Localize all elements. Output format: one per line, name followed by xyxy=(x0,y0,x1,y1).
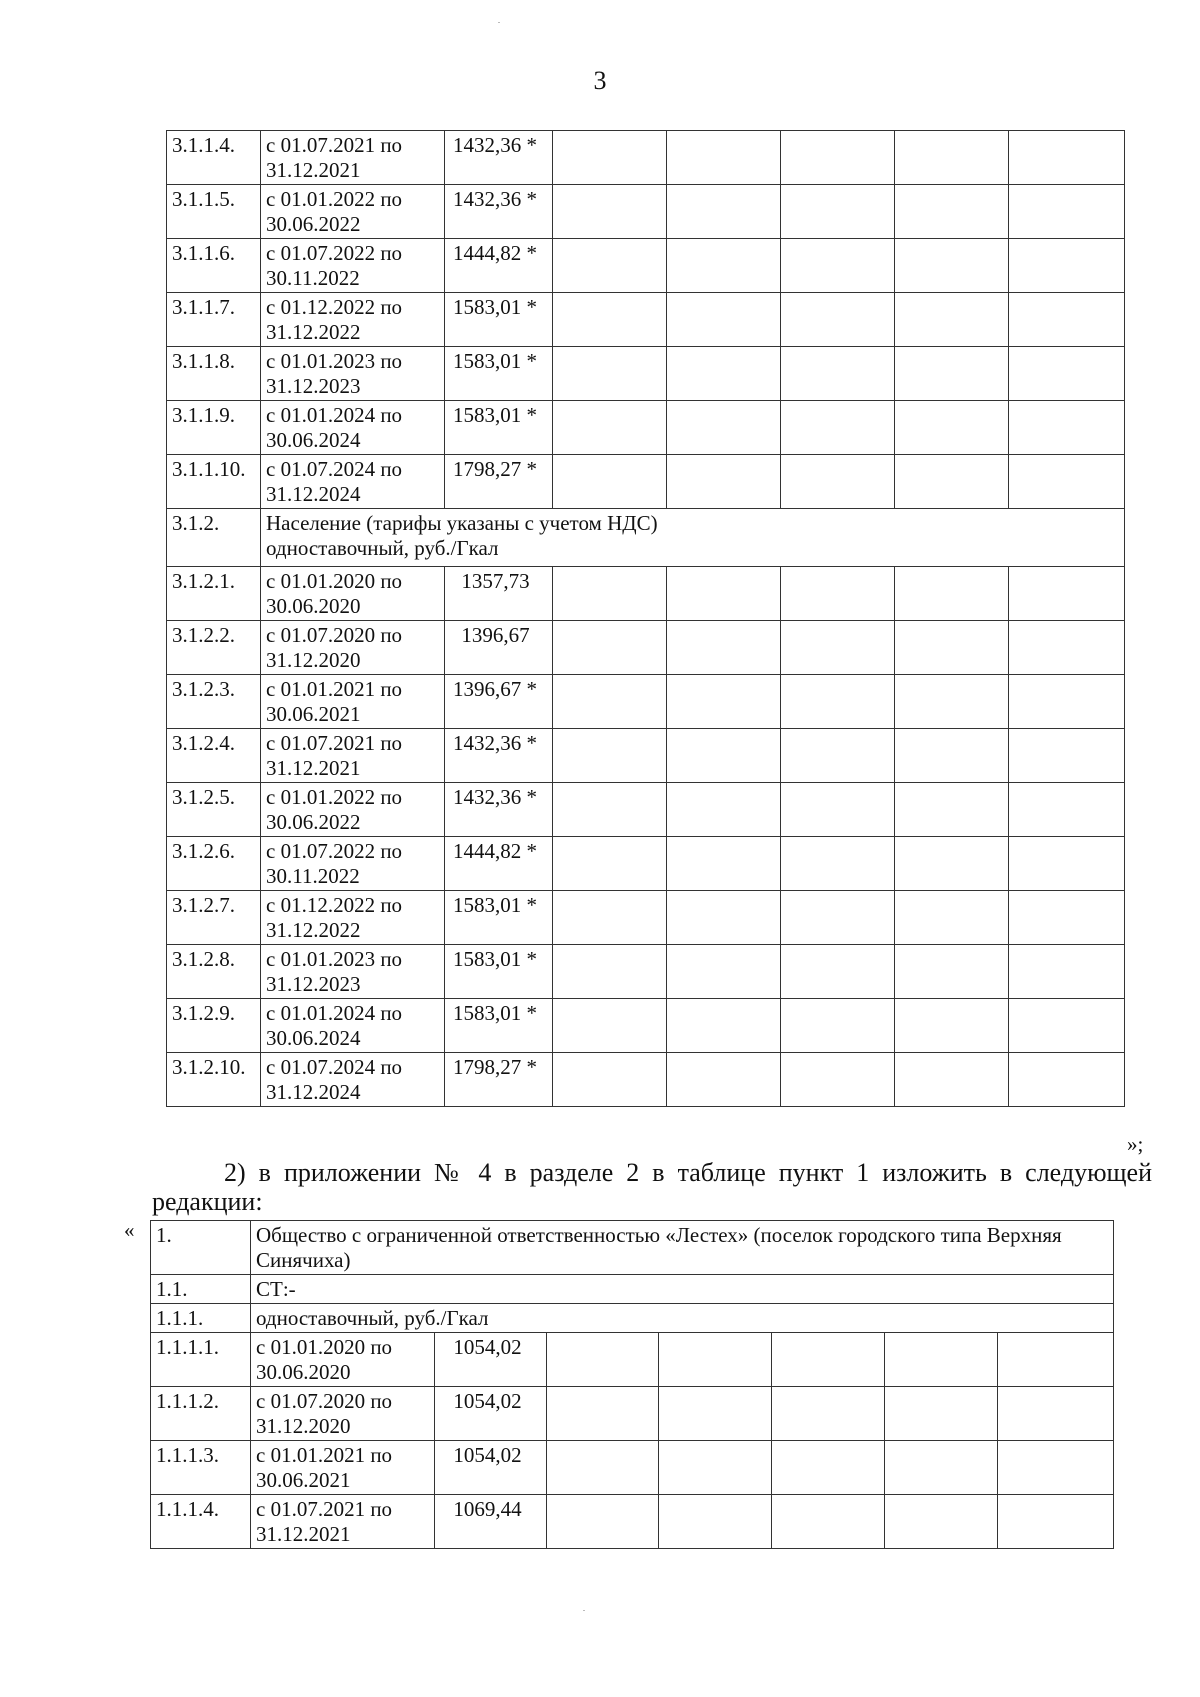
empty-cell xyxy=(667,783,781,837)
period-start: с 01.01.2022 по xyxy=(266,187,403,211)
tariff-value: 1583,01 * xyxy=(445,293,553,347)
empty-cell xyxy=(667,945,781,999)
period-start: с 01.07.2021 по xyxy=(266,731,403,755)
period-start: с 01.07.2024 по xyxy=(266,457,403,481)
empty-cell xyxy=(553,293,667,347)
table-row xyxy=(151,1333,1114,1387)
empty-cell xyxy=(895,945,1009,999)
empty-cell xyxy=(781,729,895,783)
period-cell xyxy=(261,837,445,891)
empty-cell xyxy=(553,999,667,1053)
period-start: с 01.07.2020 по xyxy=(256,1389,393,1413)
table-row xyxy=(167,783,1125,837)
group-row xyxy=(151,1275,1114,1304)
empty-cell xyxy=(895,675,1009,729)
empty-cell xyxy=(667,675,781,729)
empty-cell xyxy=(1009,837,1125,891)
empty-cell xyxy=(1009,131,1125,185)
empty-cell xyxy=(553,1053,667,1107)
empty-cell xyxy=(1009,401,1125,455)
empty-cell xyxy=(781,567,895,621)
tariff-table-continued xyxy=(166,130,1125,1107)
empty-cell xyxy=(553,891,667,945)
table-row xyxy=(167,837,1125,891)
empty-cell xyxy=(1009,999,1125,1053)
empty-cell xyxy=(667,131,781,185)
row-number: 1.1.1.1. xyxy=(151,1333,251,1387)
period-cell xyxy=(261,239,445,293)
empty-cell xyxy=(667,567,781,621)
empty-cell xyxy=(667,729,781,783)
period-end: 30.06.2020 xyxy=(266,594,361,618)
empty-cell xyxy=(547,1387,659,1441)
empty-cell xyxy=(885,1333,998,1387)
empty-cell xyxy=(895,239,1009,293)
period-cell xyxy=(261,675,445,729)
description-line: одноставочный, руб./Гкал xyxy=(256,1306,489,1330)
period-start: с 01.01.2023 по xyxy=(266,947,403,971)
table-row xyxy=(167,293,1125,347)
empty-cell xyxy=(772,1387,885,1441)
scan-speck xyxy=(498,22,500,23)
period-start: с 01.07.2020 по xyxy=(266,623,403,647)
group-row xyxy=(167,509,1125,567)
empty-cell xyxy=(895,999,1009,1053)
empty-cell xyxy=(1009,185,1125,239)
row-number: 3.1.1.9. xyxy=(167,401,261,455)
description-line: СТ:- xyxy=(256,1277,296,1301)
row-number: 3.1.1.4. xyxy=(167,131,261,185)
empty-cell xyxy=(667,185,781,239)
table-row xyxy=(167,347,1125,401)
tariff-value: 1432,36 * xyxy=(445,185,553,239)
empty-cell xyxy=(553,455,667,509)
period-end: 31.12.2021 xyxy=(266,158,361,182)
period-cell xyxy=(261,185,445,239)
period-start: с 01.01.2020 по xyxy=(256,1335,393,1359)
period-end: 31.12.2021 xyxy=(266,756,361,780)
empty-cell xyxy=(772,1495,885,1549)
amendment-line-1: 2) в приложении № 4 в разделе 2 в таблице пункт 1 изложить в следующей xyxy=(224,1158,1152,1187)
amendment-line-2: редакции: xyxy=(152,1187,263,1216)
empty-cell xyxy=(553,401,667,455)
row-number: 1.1.1.3. xyxy=(151,1441,251,1495)
tariff-value: 1583,01 * xyxy=(445,999,553,1053)
table-row xyxy=(167,891,1125,945)
empty-cell xyxy=(781,347,895,401)
empty-cell xyxy=(895,401,1009,455)
empty-cell xyxy=(895,729,1009,783)
empty-cell xyxy=(547,1495,659,1549)
row-number: 3.1.1.7. xyxy=(167,293,261,347)
empty-cell xyxy=(553,239,667,293)
tariff-value: 1054,02 xyxy=(435,1387,547,1441)
empty-cell xyxy=(895,185,1009,239)
empty-cell xyxy=(667,455,781,509)
empty-cell xyxy=(667,239,781,293)
period-cell xyxy=(261,1053,445,1107)
table-row xyxy=(167,185,1125,239)
period-start: с 01.01.2021 по xyxy=(266,677,403,701)
period-end: 31.12.2020 xyxy=(256,1414,351,1438)
tariff-value: 1432,36 * xyxy=(445,783,553,837)
row-number: 3.1.1.8. xyxy=(167,347,261,401)
period-end: 31.12.2020 xyxy=(266,648,361,672)
row-number: 3.1.2.6. xyxy=(167,837,261,891)
tariff-value: 1444,82 * xyxy=(445,239,553,293)
row-number: 1.1.1. xyxy=(151,1304,251,1333)
scan-speck xyxy=(583,1610,585,1611)
empty-cell xyxy=(553,675,667,729)
empty-cell xyxy=(781,455,895,509)
table-row xyxy=(167,1053,1125,1107)
empty-cell xyxy=(895,131,1009,185)
row-number: 3.1.2.1. xyxy=(167,567,261,621)
row-number: 3.1.2.9. xyxy=(167,999,261,1053)
table-row xyxy=(151,1441,1114,1495)
empty-cell xyxy=(659,1441,772,1495)
empty-cell xyxy=(772,1441,885,1495)
period-cell xyxy=(261,945,445,999)
tariff-value: 1432,36 * xyxy=(445,729,553,783)
period-cell xyxy=(261,455,445,509)
tariff-value: 1069,44 xyxy=(435,1495,547,1549)
empty-cell xyxy=(667,837,781,891)
empty-cell xyxy=(781,185,895,239)
empty-cell xyxy=(895,837,1009,891)
row-description xyxy=(261,509,1125,567)
description-line: Общество с ограниченной ответственностью «Лестех» (поселок городского типа Верхняя Синячиха) xyxy=(256,1223,1062,1272)
empty-cell xyxy=(1009,783,1125,837)
period-end: 30.06.2021 xyxy=(266,702,361,726)
table-row xyxy=(167,455,1125,509)
empty-cell xyxy=(781,1053,895,1107)
empty-cell xyxy=(781,837,895,891)
empty-cell xyxy=(895,347,1009,401)
tariff-value: 1583,01 * xyxy=(445,347,553,401)
period-cell xyxy=(261,999,445,1053)
empty-cell xyxy=(667,891,781,945)
period-end: 31.12.2022 xyxy=(266,320,361,344)
row-number: 3.1.1.6. xyxy=(167,239,261,293)
empty-cell xyxy=(659,1495,772,1549)
empty-cell xyxy=(553,567,667,621)
empty-cell xyxy=(1009,675,1125,729)
empty-cell xyxy=(885,1387,998,1441)
period-cell xyxy=(261,729,445,783)
period-end: 31.12.2023 xyxy=(266,374,361,398)
table-row xyxy=(167,239,1125,293)
tariff-value: 1798,27 * xyxy=(445,455,553,509)
row-number: 3.1.1.5. xyxy=(167,185,261,239)
table-row xyxy=(151,1387,1114,1441)
page-number: 3 xyxy=(593,66,607,95)
empty-cell xyxy=(1009,945,1125,999)
empty-cell xyxy=(667,621,781,675)
empty-cell xyxy=(1009,239,1125,293)
tariff-value: 1583,01 * xyxy=(445,945,553,999)
empty-cell xyxy=(895,567,1009,621)
row-number: 1.1. xyxy=(151,1275,251,1304)
empty-cell xyxy=(781,293,895,347)
period-cell xyxy=(261,293,445,347)
empty-cell xyxy=(553,729,667,783)
empty-cell xyxy=(1009,621,1125,675)
period-start: с 01.12.2022 по xyxy=(266,893,403,917)
amendment-paragraph xyxy=(152,1158,1152,1216)
period-start: с 01.07.2021 по xyxy=(266,133,403,157)
row-number: 3.1.2.5. xyxy=(167,783,261,837)
period-end: 31.12.2022 xyxy=(266,918,361,942)
empty-cell xyxy=(781,621,895,675)
tariff-value: 1798,27 * xyxy=(445,1053,553,1107)
empty-cell xyxy=(895,455,1009,509)
period-end: 31.12.2021 xyxy=(256,1522,351,1546)
table-row xyxy=(167,401,1125,455)
row-number: 1.1.1.4. xyxy=(151,1495,251,1549)
period-start: с 01.12.2022 по xyxy=(266,295,403,319)
period-cell xyxy=(261,621,445,675)
empty-cell xyxy=(895,891,1009,945)
period-end: 30.06.2022 xyxy=(266,810,361,834)
empty-cell xyxy=(895,1053,1009,1107)
table-row xyxy=(167,621,1125,675)
tariff-value: 1432,36 * xyxy=(445,131,553,185)
period-end: 30.06.2020 xyxy=(256,1360,351,1384)
period-cell xyxy=(261,401,445,455)
period-start: с 01.07.2024 по xyxy=(266,1055,403,1079)
row-number: 3.1.1.10. xyxy=(167,455,261,509)
period-end: 30.06.2021 xyxy=(256,1468,351,1492)
empty-cell xyxy=(1009,567,1125,621)
period-cell xyxy=(251,1441,435,1495)
period-end: 30.06.2022 xyxy=(266,212,361,236)
table-row xyxy=(167,675,1125,729)
table-row xyxy=(151,1495,1114,1549)
empty-cell xyxy=(659,1387,772,1441)
tariff-value: 1396,67 * xyxy=(445,675,553,729)
empty-cell xyxy=(998,1387,1114,1441)
empty-cell xyxy=(781,401,895,455)
empty-cell xyxy=(553,837,667,891)
row-number: 3.1.2.7. xyxy=(167,891,261,945)
empty-cell xyxy=(1009,1053,1125,1107)
period-end: 30.11.2022 xyxy=(266,864,360,888)
empty-cell xyxy=(998,1441,1114,1495)
empty-cell xyxy=(553,185,667,239)
period-start: с 01.01.2024 по xyxy=(266,1001,403,1025)
empty-cell xyxy=(885,1441,998,1495)
group-row xyxy=(151,1304,1114,1333)
empty-cell xyxy=(1009,891,1125,945)
description-line: одноставочный, руб./Гкал xyxy=(266,536,499,560)
empty-cell xyxy=(781,239,895,293)
period-start: с 01.01.2022 по xyxy=(266,785,403,809)
empty-cell xyxy=(553,347,667,401)
description-line: Население (тарифы указаны с учетом НДС) xyxy=(266,511,658,535)
tariff-value: 1396,67 xyxy=(445,621,553,675)
empty-cell xyxy=(547,1333,659,1387)
tariff-value: 1054,02 xyxy=(435,1441,547,1495)
table-row xyxy=(167,999,1125,1053)
period-start: с 01.01.2023 по xyxy=(266,349,403,373)
tariff-value: 1444,82 * xyxy=(445,837,553,891)
period-cell xyxy=(261,347,445,401)
period-cell xyxy=(261,891,445,945)
period-start: с 01.07.2022 по xyxy=(266,241,403,265)
period-cell xyxy=(261,567,445,621)
group-row xyxy=(151,1221,1114,1275)
empty-cell xyxy=(1009,455,1125,509)
period-cell xyxy=(251,1333,435,1387)
row-number: 3.1.2.3. xyxy=(167,675,261,729)
period-cell xyxy=(251,1387,435,1441)
row-number: 3.1.2.10. xyxy=(167,1053,261,1107)
period-cell xyxy=(251,1495,435,1549)
tariff-value: 1583,01 * xyxy=(445,401,553,455)
empty-cell xyxy=(553,131,667,185)
period-cell xyxy=(261,783,445,837)
empty-cell xyxy=(553,783,667,837)
period-start: с 01.01.2021 по xyxy=(256,1443,393,1467)
empty-cell xyxy=(1009,347,1125,401)
empty-cell xyxy=(553,945,667,999)
empty-cell xyxy=(667,1053,781,1107)
empty-cell xyxy=(667,401,781,455)
table-row xyxy=(167,567,1125,621)
row-description xyxy=(251,1221,1114,1275)
empty-cell xyxy=(895,621,1009,675)
empty-cell xyxy=(781,131,895,185)
empty-cell xyxy=(547,1441,659,1495)
period-end: 31.12.2023 xyxy=(266,972,361,996)
table-row xyxy=(167,945,1125,999)
period-end: 31.12.2024 xyxy=(266,1080,361,1104)
period-start: с 01.07.2021 по xyxy=(256,1497,393,1521)
empty-cell xyxy=(781,783,895,837)
table-row xyxy=(167,729,1125,783)
row-description xyxy=(251,1275,1114,1304)
empty-cell xyxy=(895,293,1009,347)
row-number: 3.1.2. xyxy=(167,509,261,567)
period-cell xyxy=(261,131,445,185)
row-number: 3.1.2.4. xyxy=(167,729,261,783)
period-start: с 01.01.2024 по xyxy=(266,403,403,427)
empty-cell xyxy=(781,999,895,1053)
period-start: с 01.01.2020 по xyxy=(266,569,403,593)
empty-cell xyxy=(885,1495,998,1549)
empty-cell xyxy=(998,1495,1114,1549)
closing-quote: »; xyxy=(1127,1132,1144,1156)
period-end: 30.06.2024 xyxy=(266,428,361,452)
empty-cell xyxy=(772,1333,885,1387)
row-number: 3.1.2.8. xyxy=(167,945,261,999)
period-end: 31.12.2024 xyxy=(266,482,361,506)
opening-quote: « xyxy=(124,1218,135,1242)
row-number: 1.1.1.2. xyxy=(151,1387,251,1441)
period-start: с 01.07.2022 по xyxy=(266,839,403,863)
empty-cell xyxy=(895,783,1009,837)
period-end: 30.06.2024 xyxy=(266,1026,361,1050)
table-row xyxy=(167,131,1125,185)
tariff-value: 1054,02 xyxy=(435,1333,547,1387)
empty-cell xyxy=(781,945,895,999)
row-number: 1. xyxy=(151,1221,251,1275)
empty-cell xyxy=(1009,729,1125,783)
empty-cell xyxy=(659,1333,772,1387)
empty-cell xyxy=(667,999,781,1053)
tariff-value: 1357,73 xyxy=(445,567,553,621)
period-end: 30.11.2022 xyxy=(266,266,360,290)
empty-cell xyxy=(1009,293,1125,347)
lestekh-tariff-table xyxy=(150,1220,1114,1549)
empty-cell xyxy=(781,891,895,945)
empty-cell xyxy=(998,1333,1114,1387)
empty-cell xyxy=(667,347,781,401)
tariff-value: 1583,01 * xyxy=(445,891,553,945)
empty-cell xyxy=(667,293,781,347)
empty-cell xyxy=(553,621,667,675)
row-description xyxy=(251,1304,1114,1333)
row-number: 3.1.2.2. xyxy=(167,621,261,675)
empty-cell xyxy=(781,675,895,729)
